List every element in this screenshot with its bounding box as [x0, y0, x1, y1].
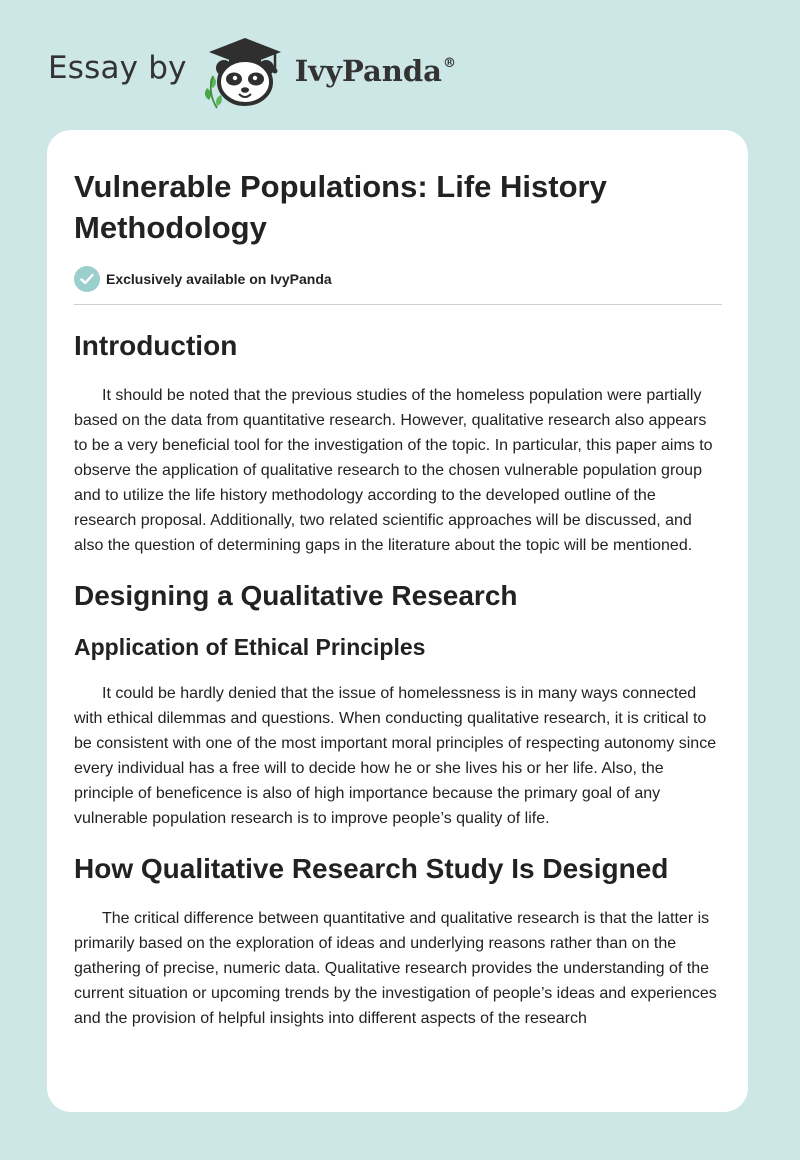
paragraph-how-study-designed: The critical difference between quantitative and qualitative research is that the latter is primarily based on the exploration of ideas and underlying reasons rather than on the gathering of precise, numeric data. Qualitative research provides the understanding of the current situation or upcoming trends by the investigation of people’s ideas and experiences and the provision of helpful insights into different aspects of the research [74, 910, 717, 1027]
essay-by-label: Essay by [48, 50, 187, 86]
brand-name[interactable]: IvyPanda® [294, 54, 456, 88]
essay-title: Vulnerable Populations: Life History Methodology [74, 169, 607, 245]
heading-how-study-designed: How Qualitative Research Study Is Designed [74, 853, 669, 884]
heading-introduction: Introduction [74, 330, 238, 361]
heading-designing-qualitative-research: Designing a Qualitative Research [74, 580, 518, 611]
heading-ethical-principles: Application of Ethical Principles [74, 634, 426, 660]
exclusive-label: Exclusively available on IvyPanda [106, 271, 332, 287]
exclusive-badge [74, 266, 722, 292]
essay-card [47, 130, 748, 1112]
site-header [48, 30, 456, 110]
ivypanda-logo-icon[interactable] [199, 30, 291, 110]
registered-mark: ® [442, 56, 456, 71]
check-circle-icon [74, 266, 100, 292]
paragraph-introduction: It should be noted that the previous studies of the homeless population were partially based on the data from quantitative research. However, qualitative research also appears to be a very beneficial tool for the investigation of the topic. In particular, this paper aims to observe the application of qualitative research to the chosen vulnerable population group and to utilize the life history methodology according to the developed outline of the research proposal. Additionally, two related scientific approaches will be discussed, and also the question of determining gaps in the literature about the topic will be mentioned. [74, 387, 713, 554]
title-divider [74, 304, 722, 305]
paragraph-ethical-principles: It could be hardly denied that the issue of homelessness is in many ways connected with ethical dilemmas and questions. When conducting qualitative research, it is critical to be consistent with one of the most important moral principles of respecting autonomy since every individual has a free will to decide how he or she lives his or her life. Also, the principle of beneficence is also of high importance because the primary goal of any vulnerable population research is to improve people’s quality of life. [74, 685, 717, 827]
